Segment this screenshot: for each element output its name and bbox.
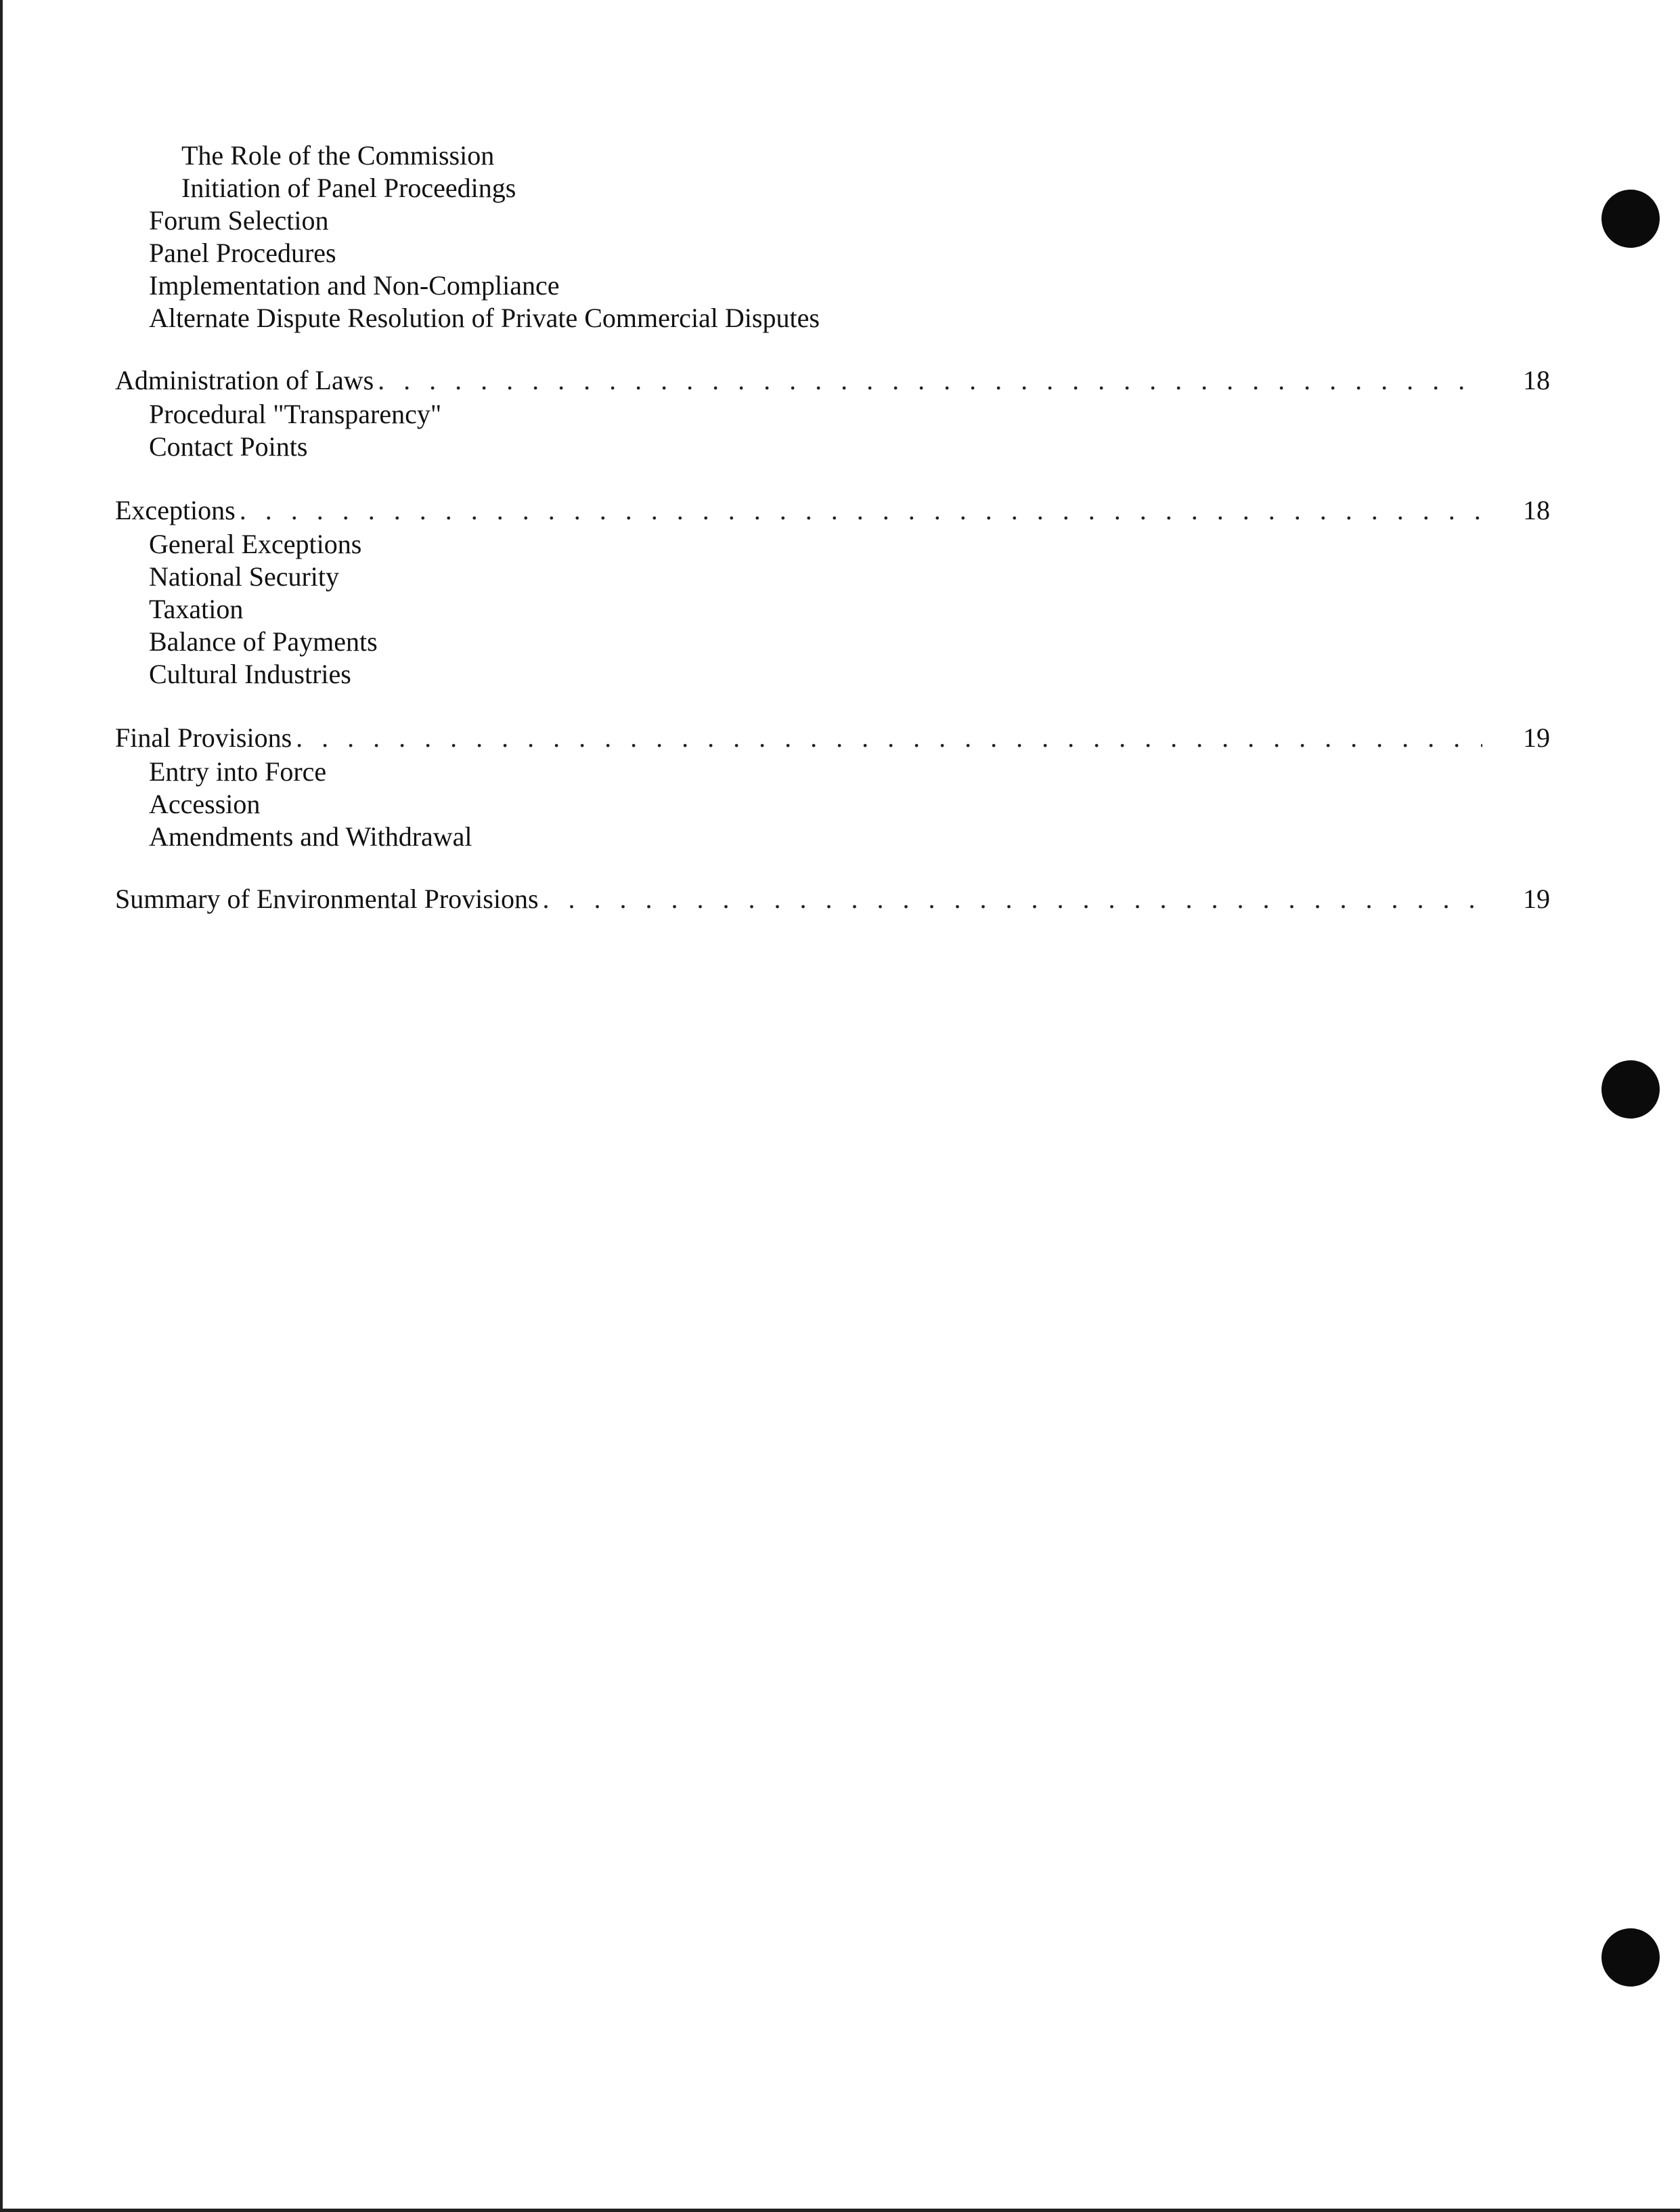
binder-hole-top [1601,190,1660,248]
toc-subitem: Accession [149,789,261,819]
toc-subitem: Cultural Industries [149,659,351,689]
toc-page-number: 19 [1523,884,1550,914]
toc-subitem: Amendments and Withdrawal [149,821,472,852]
toc-entry-exceptions [115,494,1550,527]
dot-leader [378,364,1482,397]
toc-entry-summary-of-environmental-provisions [115,883,1550,915]
toc-entry-title: Exceptions [115,495,236,525]
dot-leader [543,883,1482,915]
toc-entry-administration-of-laws [115,364,1550,397]
page-left-edge [0,0,3,2212]
toc-page-number: 18 [1523,495,1550,525]
toc-subitem: Forum Selection [149,205,329,236]
toc-subitem: National Security [149,561,340,592]
toc-entry-title: Summary of Environmental Provisions [115,884,539,914]
toc-subitem: General Exceptions [149,529,362,559]
toc-subitem: Contact Points [149,431,308,462]
toc-subitem: Initiation of Panel Proceedings [181,173,516,203]
toc-subitem: Taxation [149,594,244,624]
toc-subitem: Panel Procedures [149,238,336,268]
toc-page-number: 19 [1523,722,1550,753]
dot-leader [240,494,1482,527]
toc-subitem: The Role of the Commission [181,140,495,171]
toc-subitem: Procedural "Transparency" [149,399,442,429]
toc-page-number: 18 [1523,365,1550,395]
toc-subitem: Alternate Dispute Resolution of Private Commercial Disputes [149,303,820,333]
binder-hole-bottom [1601,1928,1660,1987]
dot-leader [296,722,1482,754]
page-bottom-edge [0,2209,1680,2212]
toc-subitem: Implementation and Non-Compliance [149,270,560,301]
toc-subitem: Entry into Force [149,756,327,787]
toc-subitem: Balance of Payments [149,626,378,657]
toc-entry-final-provisions [115,722,1550,754]
binder-hole-middle [1601,1060,1660,1119]
toc-entry-title: Final Provisions [115,722,292,753]
toc-entry-title: Administration of Laws [115,365,374,395]
